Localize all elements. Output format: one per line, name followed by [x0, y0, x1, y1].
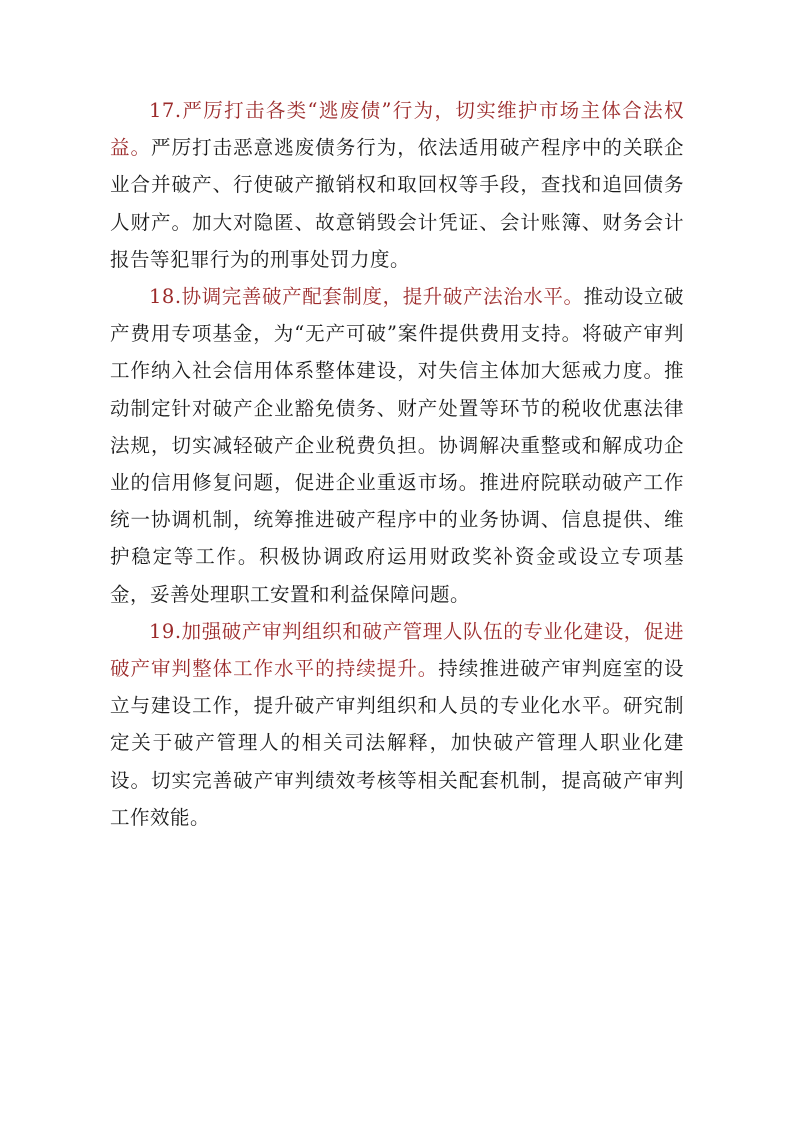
paragraph-19-body: 持续推进破产审判庭室的设立与建设工作，提升破产审判组织和人员的专业化水平。研究制定关于破产管理人的相关司法解释，加快破产管理人职业化建设。切实完善破产审判绩效考核等相关配套机制，提高破产审判工作效能。 [110, 657, 684, 829]
paragraph-17 [110, 92, 684, 278]
paragraph-19-heading: 19.加强破产审判组织和破产管理人队伍的专业化建设，促进破产审判整体工作水平的持续提升。 [110, 619, 684, 681]
paragraph-18-heading: 18.协调完善破产配套制度，提升破产法治水平。 [149, 285, 584, 309]
paragraph-18-body: 推动设立破产费用专项基金，为“无产可破”案件提供费用支持。将破产审判工作纳入社会信用体系整体建设，对失信主体加大惩戒力度。推动制定针对破产企业豁免债务、财产处置等环节的税收优惠法律法规，切实减轻破产企业税费负担。协调解决重整或和解成功企业的信用修复问题，促进企业重返市场。推进府院联动破产工作统一协调机制，统筹推进破产程序中的业务协调、信息提供、维护稳定等工作。积极协调政府运用财政奖补资金或设立专项基金，妥善处理职工安置和利益保障问题。 [110, 285, 684, 606]
paragraph-18 [110, 278, 684, 613]
document-page [110, 92, 684, 836]
paragraph-19 [110, 613, 684, 836]
paragraph-17-heading: 17.严厉打击各类“逃废债”行为，切实维护市场主体合法权益。 [110, 99, 684, 160]
paragraph-17-body: 严厉打击恶意逃废债务行为，依法适用破产程序中的关联企业合并破产、行使破产撤销权和取回权等手段，查找和追回债务人财产。加大对隐匿、故意销毁会计凭证、会计账簿、财务会计报告等犯罪行为的刑事处罚力度。 [110, 136, 684, 271]
